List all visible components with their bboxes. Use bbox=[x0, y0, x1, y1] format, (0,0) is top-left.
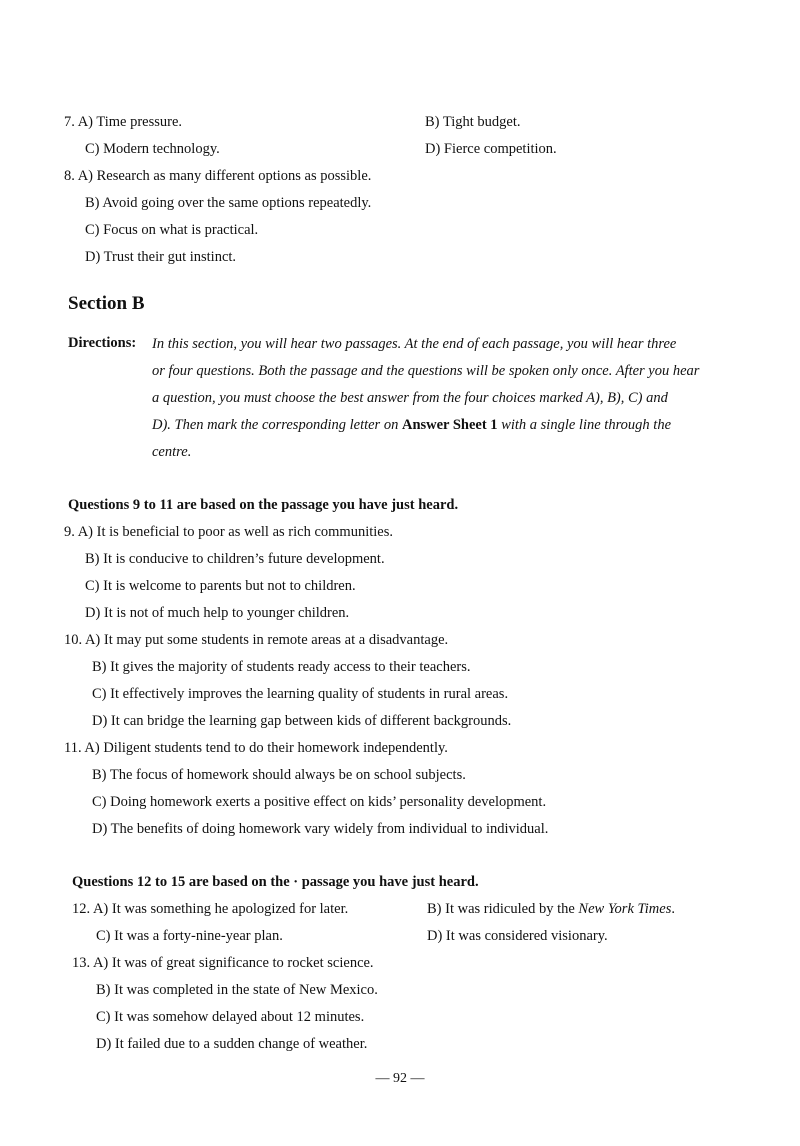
page-number: — 92 — bbox=[375, 1071, 425, 1086]
q13-option-b: B) It was completed in the state of New Mexico. bbox=[96, 982, 378, 998]
directions-line-5: centre. bbox=[152, 444, 192, 460]
q12-option-a: 12. A) It was something he apologized for later. bbox=[72, 901, 349, 917]
q12-option-b-period: . bbox=[671, 901, 675, 917]
q11-option-d: D) The benefits of doing homework vary widely from individual to individual. bbox=[92, 821, 549, 837]
q9-option-a: 9. A) It is beneficial to poor as well as rich communities. bbox=[64, 524, 393, 540]
q12-option-d: D) It was considered visionary. bbox=[427, 928, 608, 944]
q9-option-b: B) It is conducive to children’s future development. bbox=[85, 551, 385, 567]
q12-option-c: C) It was a forty-nine-year plan. bbox=[96, 928, 283, 944]
q13-option-c: C) It was somehow delayed about 12 minutes. bbox=[96, 1009, 365, 1025]
q10-option-a: 10. A) It may put some students in remote areas at a disadvantage. bbox=[64, 632, 449, 648]
directions-line-4-start: D). Then mark the corresponding letter on bbox=[152, 417, 402, 433]
q10-option-c: C) It effectively improves the learning quality of students in rural areas. bbox=[92, 686, 509, 702]
q9-option-d: D) It is not of much help to younger children. bbox=[85, 605, 350, 621]
q11-option-a: 11. A) Diligent students tend to do their homework independently. bbox=[64, 740, 448, 756]
passage-two-heading: Questions 12 to 15 are based on the · passage you have just heard. bbox=[72, 874, 479, 890]
directions-line-1: In this section, you will hear two passages. At the end of each passage, you will hear three bbox=[152, 336, 677, 352]
q13-option-a: 13. A) It was of great significance to rocket science. bbox=[72, 955, 374, 971]
q11-option-b: B) The focus of homework should always be on school subjects. bbox=[92, 767, 466, 783]
q13-option-d: D) It failed due to a sudden change of weather. bbox=[96, 1036, 368, 1052]
q12-option-b-text: B) It was ridiculed by the bbox=[427, 901, 579, 917]
newspaper-title: New York Times bbox=[578, 901, 672, 917]
q10-option-d: D) It can bridge the learning gap between kids of different backgrounds. bbox=[92, 713, 512, 729]
q8-option-a: 8. A) Research as many different options as possible. bbox=[64, 168, 372, 184]
q8-option-c: C) Focus on what is practical. bbox=[85, 222, 259, 238]
section-title: Section B bbox=[68, 293, 145, 314]
q12-option-b bbox=[427, 900, 675, 918]
answer-sheet-label: Answer Sheet 1 bbox=[401, 417, 498, 433]
passage-one-heading: Questions 9 to 11 are based on the passage you have just heard. bbox=[68, 497, 459, 513]
directions-line-4 bbox=[152, 416, 671, 434]
q11-option-c: C) Doing homework exerts a positive effect on kids’ personality development. bbox=[92, 794, 547, 810]
q7-option-b: B) Tight budget. bbox=[425, 114, 521, 130]
directions-line-3: a question, you must choose the best answer from the four choices marked A), B), C) and bbox=[152, 390, 668, 406]
q8-option-d: D) Trust their gut instinct. bbox=[85, 249, 237, 265]
q8-option-b: B) Avoid going over the same options repeatedly. bbox=[85, 195, 372, 211]
q7-option-c: C) Modern technology. bbox=[85, 141, 220, 157]
q10-option-b: B) It gives the majority of students ready access to their teachers. bbox=[92, 659, 471, 675]
directions-label: Directions: bbox=[68, 335, 137, 351]
q7-option-a: 7. A) Time pressure. bbox=[64, 114, 183, 130]
directions-line-2: or four questions. Both the passage and the questions will be spoken only once. After you hear bbox=[152, 363, 700, 379]
q9-option-c: C) It is welcome to parents but not to children. bbox=[85, 578, 356, 594]
directions-line-4-end: with a single line through the bbox=[497, 417, 672, 433]
q7-option-d: D) Fierce competition. bbox=[425, 141, 557, 157]
